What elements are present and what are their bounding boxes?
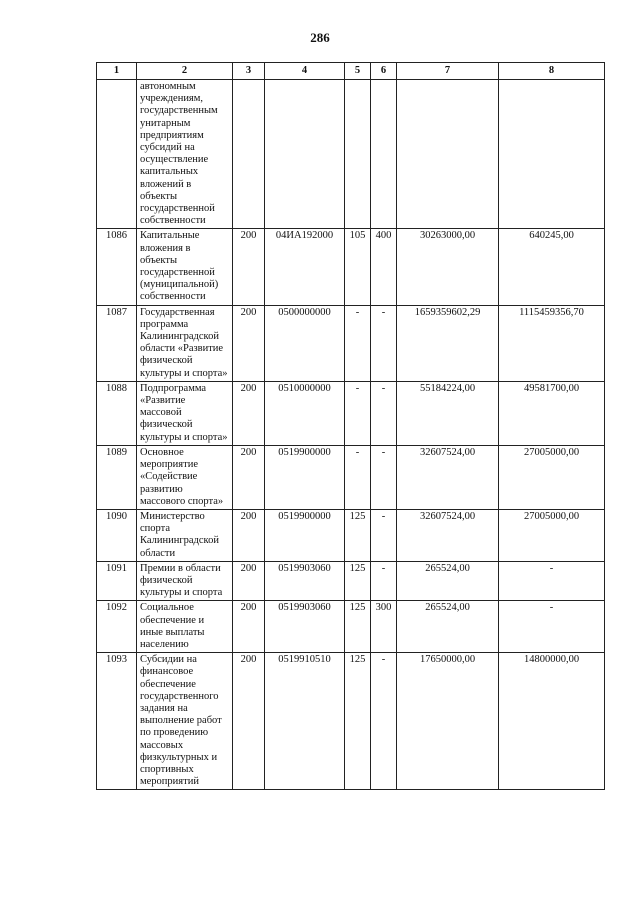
col5-cell: - bbox=[345, 381, 371, 445]
col3-cell: 200 bbox=[233, 561, 265, 601]
col4-cell: 0510000000 bbox=[265, 381, 345, 445]
col3-cell: 200 bbox=[233, 509, 265, 561]
col7-cell: 32607524,00 bbox=[397, 445, 499, 509]
col3-cell: 200 bbox=[233, 229, 265, 305]
col5-cell bbox=[345, 80, 371, 229]
row-name-cell: Основное мероприятие «Содействие развитию массового спорта» bbox=[137, 445, 233, 509]
col8-cell: - bbox=[499, 601, 605, 653]
col4-cell: 0519910510 bbox=[265, 653, 345, 790]
col5-cell: - bbox=[345, 305, 371, 381]
col6-cell: - bbox=[371, 653, 397, 790]
header-cell: 1 bbox=[97, 63, 137, 80]
col8-cell: 1115459356,70 bbox=[499, 305, 605, 381]
table-row bbox=[97, 653, 605, 790]
col8-cell: 49581700,00 bbox=[499, 381, 605, 445]
header-row bbox=[97, 63, 605, 80]
col8-cell: 640245,00 bbox=[499, 229, 605, 305]
col7-cell: 1659359602,29 bbox=[397, 305, 499, 381]
col6-cell bbox=[371, 80, 397, 229]
header-cell: 6 bbox=[371, 63, 397, 80]
header-cell: 5 bbox=[345, 63, 371, 80]
col6-cell: 300 bbox=[371, 601, 397, 653]
col3-cell: 200 bbox=[233, 305, 265, 381]
row-name-cell: Социальное обеспечение и иные выплаты населению bbox=[137, 601, 233, 653]
header-cell: 2 bbox=[137, 63, 233, 80]
table-row bbox=[97, 509, 605, 561]
row-number-cell: 1088 bbox=[97, 381, 137, 445]
col6-cell: - bbox=[371, 561, 397, 601]
col3-cell bbox=[233, 80, 265, 229]
table-row bbox=[97, 445, 605, 509]
col7-cell: 17650000,00 bbox=[397, 653, 499, 790]
row-number-cell: 1092 bbox=[97, 601, 137, 653]
row-name-cell: автономным учреждениям, государственным унитарным предприятиям субсидий на осуществление капитальных вложений в объекты государственной собственности bbox=[137, 80, 233, 229]
header-cell: 3 bbox=[233, 63, 265, 80]
col4-cell: 04ИА192000 bbox=[265, 229, 345, 305]
table-row bbox=[97, 305, 605, 381]
row-name-cell: Подпрограмма «Развитие массовой физической культуры и спорта» bbox=[137, 381, 233, 445]
header-cell: 4 bbox=[265, 63, 345, 80]
col7-cell: 265524,00 bbox=[397, 601, 499, 653]
header-cell: 7 bbox=[397, 63, 499, 80]
col8-cell bbox=[499, 80, 605, 229]
col7-cell: 265524,00 bbox=[397, 561, 499, 601]
col8-cell: 14800000,00 bbox=[499, 653, 605, 790]
col6-cell: - bbox=[371, 305, 397, 381]
col5-cell: 125 bbox=[345, 509, 371, 561]
col3-cell: 200 bbox=[233, 653, 265, 790]
row-number-cell: 1091 bbox=[97, 561, 137, 601]
row-number-cell: 1093 bbox=[97, 653, 137, 790]
col7-cell bbox=[397, 80, 499, 229]
header-cell: 8 bbox=[499, 63, 605, 80]
budget-table bbox=[96, 62, 605, 790]
col3-cell: 200 bbox=[233, 445, 265, 509]
col4-cell: 0519903060 bbox=[265, 601, 345, 653]
col5-cell: 125 bbox=[345, 561, 371, 601]
col8-cell: - bbox=[499, 561, 605, 601]
col5-cell: 105 bbox=[345, 229, 371, 305]
row-number-cell bbox=[97, 80, 137, 229]
col4-cell: 0500000000 bbox=[265, 305, 345, 381]
col8-cell: 27005000,00 bbox=[499, 445, 605, 509]
row-name-cell: Субсидии на финансовое обеспечение государственного задания на выполнение работ по проведению массовых физкультурных и спортивных мероприятий bbox=[137, 653, 233, 790]
col5-cell: 125 bbox=[345, 653, 371, 790]
col6-cell: - bbox=[371, 509, 397, 561]
row-name-cell: Государственная программа Калининградской области «Развитие физической культуры и спорта» bbox=[137, 305, 233, 381]
table-row bbox=[97, 601, 605, 653]
col7-cell: 30263000,00 bbox=[397, 229, 499, 305]
col8-cell: 27005000,00 bbox=[499, 509, 605, 561]
col7-cell: 32607524,00 bbox=[397, 509, 499, 561]
col6-cell: - bbox=[371, 381, 397, 445]
row-number-cell: 1090 bbox=[97, 509, 137, 561]
col4-cell: 0519900000 bbox=[265, 509, 345, 561]
col6-cell: 400 bbox=[371, 229, 397, 305]
row-name-cell: Министерство спорта Калининградской области bbox=[137, 509, 233, 561]
table-row bbox=[97, 229, 605, 305]
col4-cell bbox=[265, 80, 345, 229]
row-name-cell: Капитальные вложения в объекты государственной (муниципальной) собственности bbox=[137, 229, 233, 305]
col3-cell: 200 bbox=[233, 601, 265, 653]
col4-cell: 0519903060 bbox=[265, 561, 345, 601]
col7-cell: 55184224,00 bbox=[397, 381, 499, 445]
row-name-cell: Премии в области физической культуры и спорта bbox=[137, 561, 233, 601]
row-number-cell: 1086 bbox=[97, 229, 137, 305]
col6-cell: - bbox=[371, 445, 397, 509]
table-row bbox=[97, 561, 605, 601]
page-number: 286 bbox=[310, 30, 330, 45]
col5-cell: 125 bbox=[345, 601, 371, 653]
row-number-cell: 1089 bbox=[97, 445, 137, 509]
col5-cell: - bbox=[345, 445, 371, 509]
row-number-cell: 1087 bbox=[97, 305, 137, 381]
table-row bbox=[97, 80, 605, 229]
col4-cell: 0519900000 bbox=[265, 445, 345, 509]
table-row bbox=[97, 381, 605, 445]
col3-cell: 200 bbox=[233, 381, 265, 445]
